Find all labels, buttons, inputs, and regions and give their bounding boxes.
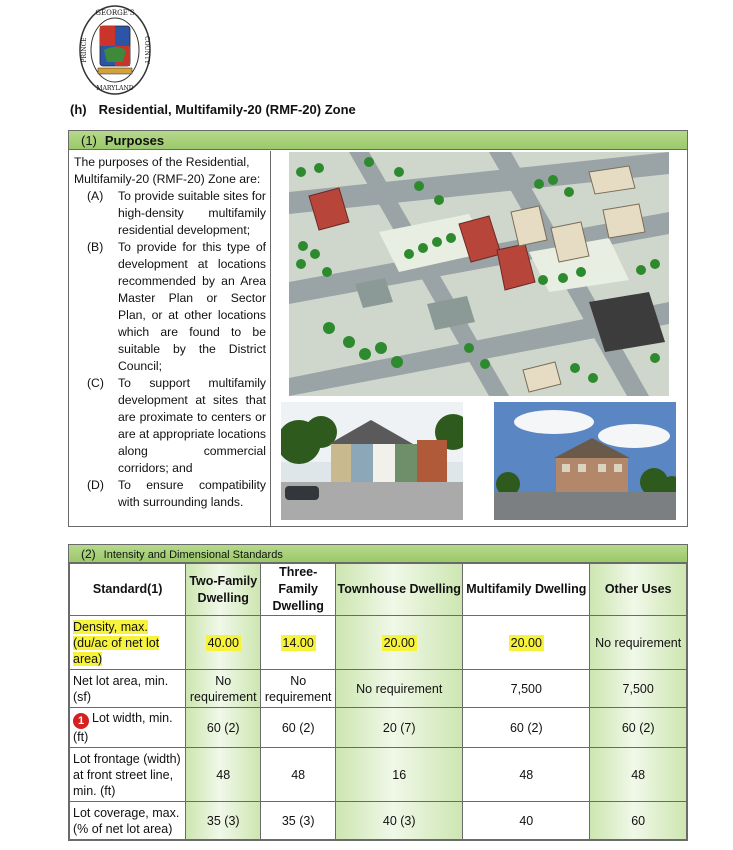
row-label-text: Density, max. (du/ac of net lot area) — [73, 619, 160, 666]
zone-letter: (h) — [70, 102, 87, 117]
seal-text-left: PRINCE — [81, 37, 88, 63]
column-header: Standard(1) — [70, 564, 186, 616]
zone-heading — [70, 102, 356, 117]
county-seal-logo — [78, 4, 152, 96]
standards-number: (2) — [81, 547, 96, 561]
column-header: Three-Family Dwelling — [261, 564, 336, 616]
standards-table — [69, 563, 687, 840]
purpose-item — [74, 239, 266, 375]
table-cell: No requirement — [336, 670, 463, 708]
column-header: Two-Family Dwelling — [186, 564, 261, 616]
row-label: Lot frontage (width) at front street line, min. (ft) — [70, 748, 186, 802]
standards-title: Intensity and Dimensional Standards — [103, 549, 283, 561]
table-cell: 40 (3) — [336, 802, 463, 840]
table-cell: 48 — [590, 748, 687, 802]
table-cell: 60 (2) — [590, 708, 687, 748]
table-row — [70, 748, 687, 802]
table-cell: 60 — [590, 802, 687, 840]
purposes-title: Purposes — [104, 133, 165, 148]
row-label — [70, 616, 186, 670]
purposes-number: (1) — [81, 133, 97, 148]
row-label-text: Lot width, min. (ft) — [73, 711, 173, 744]
purpose-item-label: (D) — [87, 478, 104, 492]
table-cell: 60 (2) — [261, 708, 336, 748]
purpose-item-text: To ensure compatibility with surrounding lands. — [118, 478, 266, 509]
table-cell: 20 (7) — [336, 708, 463, 748]
table-row — [70, 670, 687, 708]
purposes-header — [69, 131, 687, 150]
standards-header — [69, 545, 687, 563]
table-cell: 7,500 — [590, 670, 687, 708]
purpose-item — [74, 375, 266, 477]
cell-value: 14.00 — [282, 635, 314, 650]
purpose-item-text: To provide suitable sites for high-density multifamily residential development; — [118, 189, 266, 237]
table-cell: 40 — [463, 802, 590, 840]
annotation-badge-icon: 1 — [73, 713, 89, 729]
seal-text-bottom: MARYLAND — [96, 85, 134, 92]
townhouse-photo — [281, 402, 463, 520]
table-cell — [336, 616, 463, 670]
row-label: Net lot area, min. (sf) — [70, 670, 186, 708]
purposes-intro: The purposes of the Residential, Multifamily-20 (RMF-20) Zone are: — [74, 155, 261, 186]
table-cell: 48 — [261, 748, 336, 802]
purpose-item-label: (C) — [87, 376, 104, 390]
table-cell: 60 (2) — [463, 708, 590, 748]
table-cell: No requirement — [186, 670, 261, 708]
purpose-item — [74, 477, 266, 511]
column-header: Other Uses — [590, 564, 687, 616]
table-cell: No requirement — [261, 670, 336, 708]
purpose-item-label: (A) — [87, 189, 104, 203]
row-label — [70, 708, 186, 748]
purpose-item-label: (B) — [87, 240, 104, 254]
aerial-site-illustration — [289, 152, 669, 396]
column-header: Townhouse Dwelling — [336, 564, 463, 616]
table-row — [70, 616, 687, 670]
cell-value: No requirement — [595, 635, 682, 650]
table-cell: 7,500 — [463, 670, 590, 708]
cell-value: 40.00 — [207, 635, 239, 650]
table-cell: 35 (3) — [186, 802, 261, 840]
seal-text-right: COUNTY — [143, 36, 150, 64]
table-cell — [261, 616, 336, 670]
table-cell: 16 — [336, 748, 463, 802]
apartment-photo — [494, 402, 676, 520]
table-cell: 35 (3) — [261, 802, 336, 840]
table-cell — [186, 616, 261, 670]
purpose-item-text: To support multifamily development at sites that are proximate to centers or are at appropriate locations along commercial corridors; and — [118, 376, 266, 475]
table-cell: 48 — [186, 748, 261, 802]
standards-table-box — [68, 544, 688, 841]
purposes-text — [69, 151, 271, 527]
cell-value: 20.00 — [510, 635, 542, 650]
cell-value: 20.00 — [383, 635, 415, 650]
table-cell — [463, 616, 590, 670]
table-cell: 48 — [463, 748, 590, 802]
purpose-item-text: To provide for this type of development at locations recommended by an Area Master Plan or Sector Plan, or at other locations which are found to be suitable by the District Council; — [118, 240, 266, 373]
table-row — [70, 708, 687, 748]
column-header: Multifamily Dwelling — [463, 564, 590, 616]
row-label: Lot coverage, max. (% of net lot area) — [70, 802, 186, 840]
table-cell: 60 (2) — [186, 708, 261, 748]
table-cell — [590, 616, 687, 670]
seal-text-top: GEORGE'S — [95, 9, 135, 17]
purpose-item — [74, 188, 266, 239]
zone-title: Residential, Multifamily-20 (RMF-20) Zone — [98, 102, 356, 117]
table-row — [70, 802, 687, 840]
